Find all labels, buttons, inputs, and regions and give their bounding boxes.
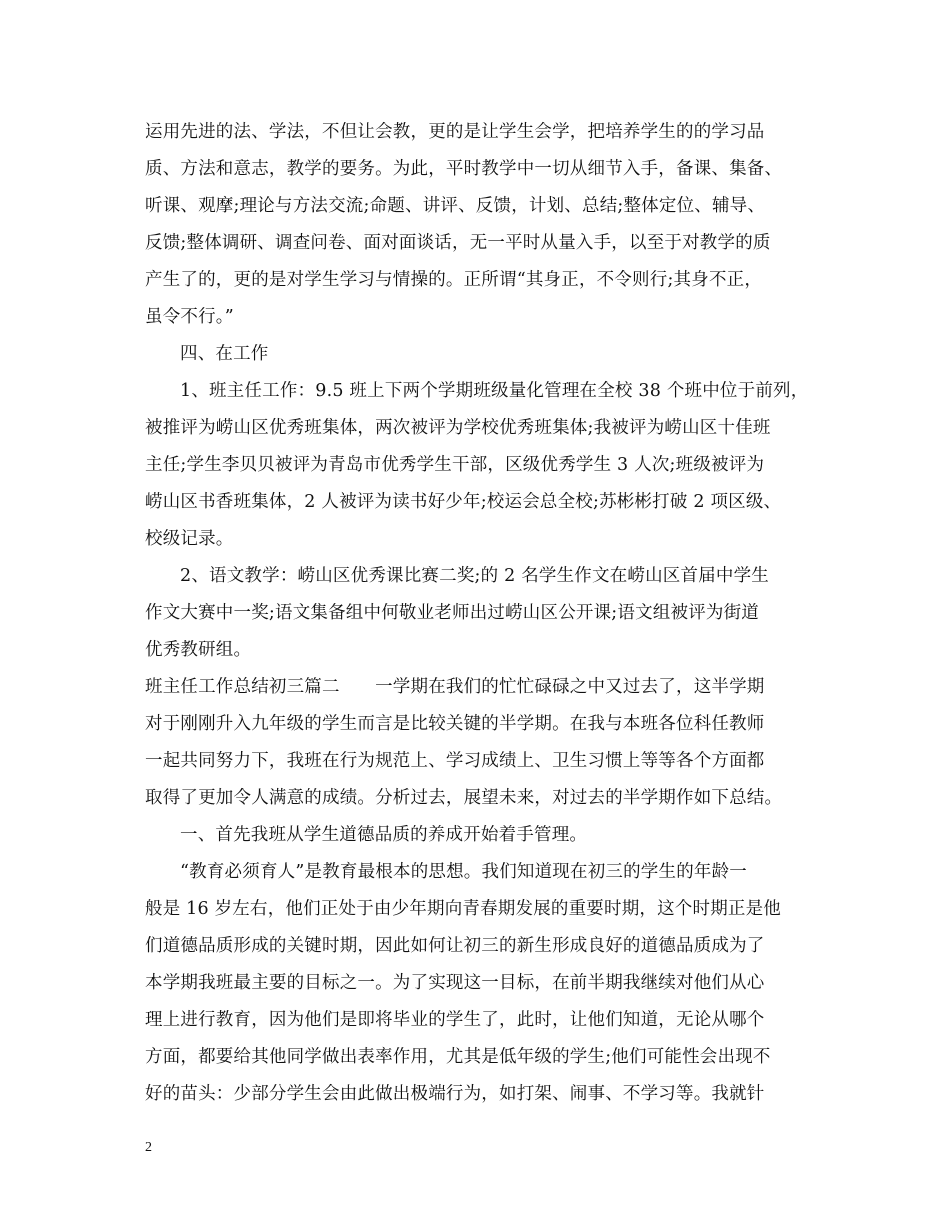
section-heading: 一、首先我班从学生道德品质的养成开始着手管理。 [180, 825, 588, 845]
text-line: 好的苗头：少部分学生会由此做出极端行为，如打架、闹事、不学习等。我就针 [145, 1084, 765, 1104]
text-line: 们道德品质形成的关键时期，因此如何让初三的新生形成良好的道德品质成为了 [145, 936, 765, 956]
text-line: 方面，都要给其他同学做出表率作用，尤其是低年级的学生;他们可能性会出现不 [145, 1047, 771, 1067]
text-line: 理上进行教育，因为他们是即将毕业的学生了，此时，让他们知道，无论从哪个 [145, 1010, 765, 1030]
text-line: 本学期我班最主要的目标之一。为了实现这一目标，在前半期我继续对他们从心 [145, 973, 765, 993]
text-line: 崂山区书香班集体，2 人被评为读书好少年;校运会总全校;苏彬彬打破 2 项区级、 [145, 492, 782, 512]
text-line: 被推评为崂山区优秀班集体，两次被评为学校优秀班集体;我被评为崂山区十佳班 [145, 418, 771, 438]
text-line: 取得了更加令人满意的成绩。分析过去，展望未来，对过去的半学期作如下总结。 [145, 788, 783, 808]
text-line: 作文大赛中一奖;语文集备组中何敬业老师出过崂山区公开课;语文组被评为街道 [145, 603, 759, 623]
text-line: 虽令不行。” [145, 307, 234, 327]
text-line: 优秀教研组。 [145, 640, 252, 660]
article-title-line: 班主任工作总结初三篇二 一学期在我们的忙忙碌碌之中又过去了，这半学期 [145, 677, 765, 697]
text-line: 般是 16 岁左右，他们正处于由少年期向青春期发展的重要时期，这个时期正是他 [145, 899, 781, 919]
text-line: 校级记录。 [145, 529, 234, 549]
text-line: 1、班主任工作：9.5 班上下两个学期班级量化管理在全校 38 个班中位于前列， [180, 381, 809, 401]
text-line: 反馈;整体调研、调查问卷、面对面谈话，无一平时从量入手，以至于对教学的质 [145, 233, 771, 253]
text-line: 产生了的，更的是对学生学习与情操的。正所谓“其身正，不令则行;其身不正， [145, 270, 763, 290]
text-line: 质、方法和意志，教学的要务。为此，平时教学中一切从细节入手，备课、集备、 [145, 159, 783, 179]
text-line: 2、语文教学：崂山区优秀课比赛二奖;的 2 名学生作文在崂山区首届中学生 [180, 566, 769, 586]
section-heading: 四、在工作 [180, 344, 269, 364]
text-line: 主任;学生李贝贝被评为青岛市优秀学生干部，区级优秀学生 3 人次;班级被评为 [145, 455, 765, 475]
page-number: 2 [145, 1140, 152, 1155]
text-line: “教育必须育人”是教育最根本的思想。我们知道现在初三的学生的年龄一 [180, 862, 747, 882]
text-line: 一起共同努力下，我班在行为规范上、学习成绩上、卫生习惯上等等各个方面都 [145, 751, 765, 771]
text-line: 对于刚刚升入九年级的学生而言是比较关键的半学期。在我与本班各位科任教师 [145, 714, 765, 734]
text-line: 运用先进的法、学法，不但让会教，更的是让学生会学，把培养学生的的学习品 [145, 122, 765, 142]
text-line: 听课、观摩;理论与方法交流;命题、讲评、反馈，计划、总结;整体定位、辅导、 [145, 196, 766, 216]
